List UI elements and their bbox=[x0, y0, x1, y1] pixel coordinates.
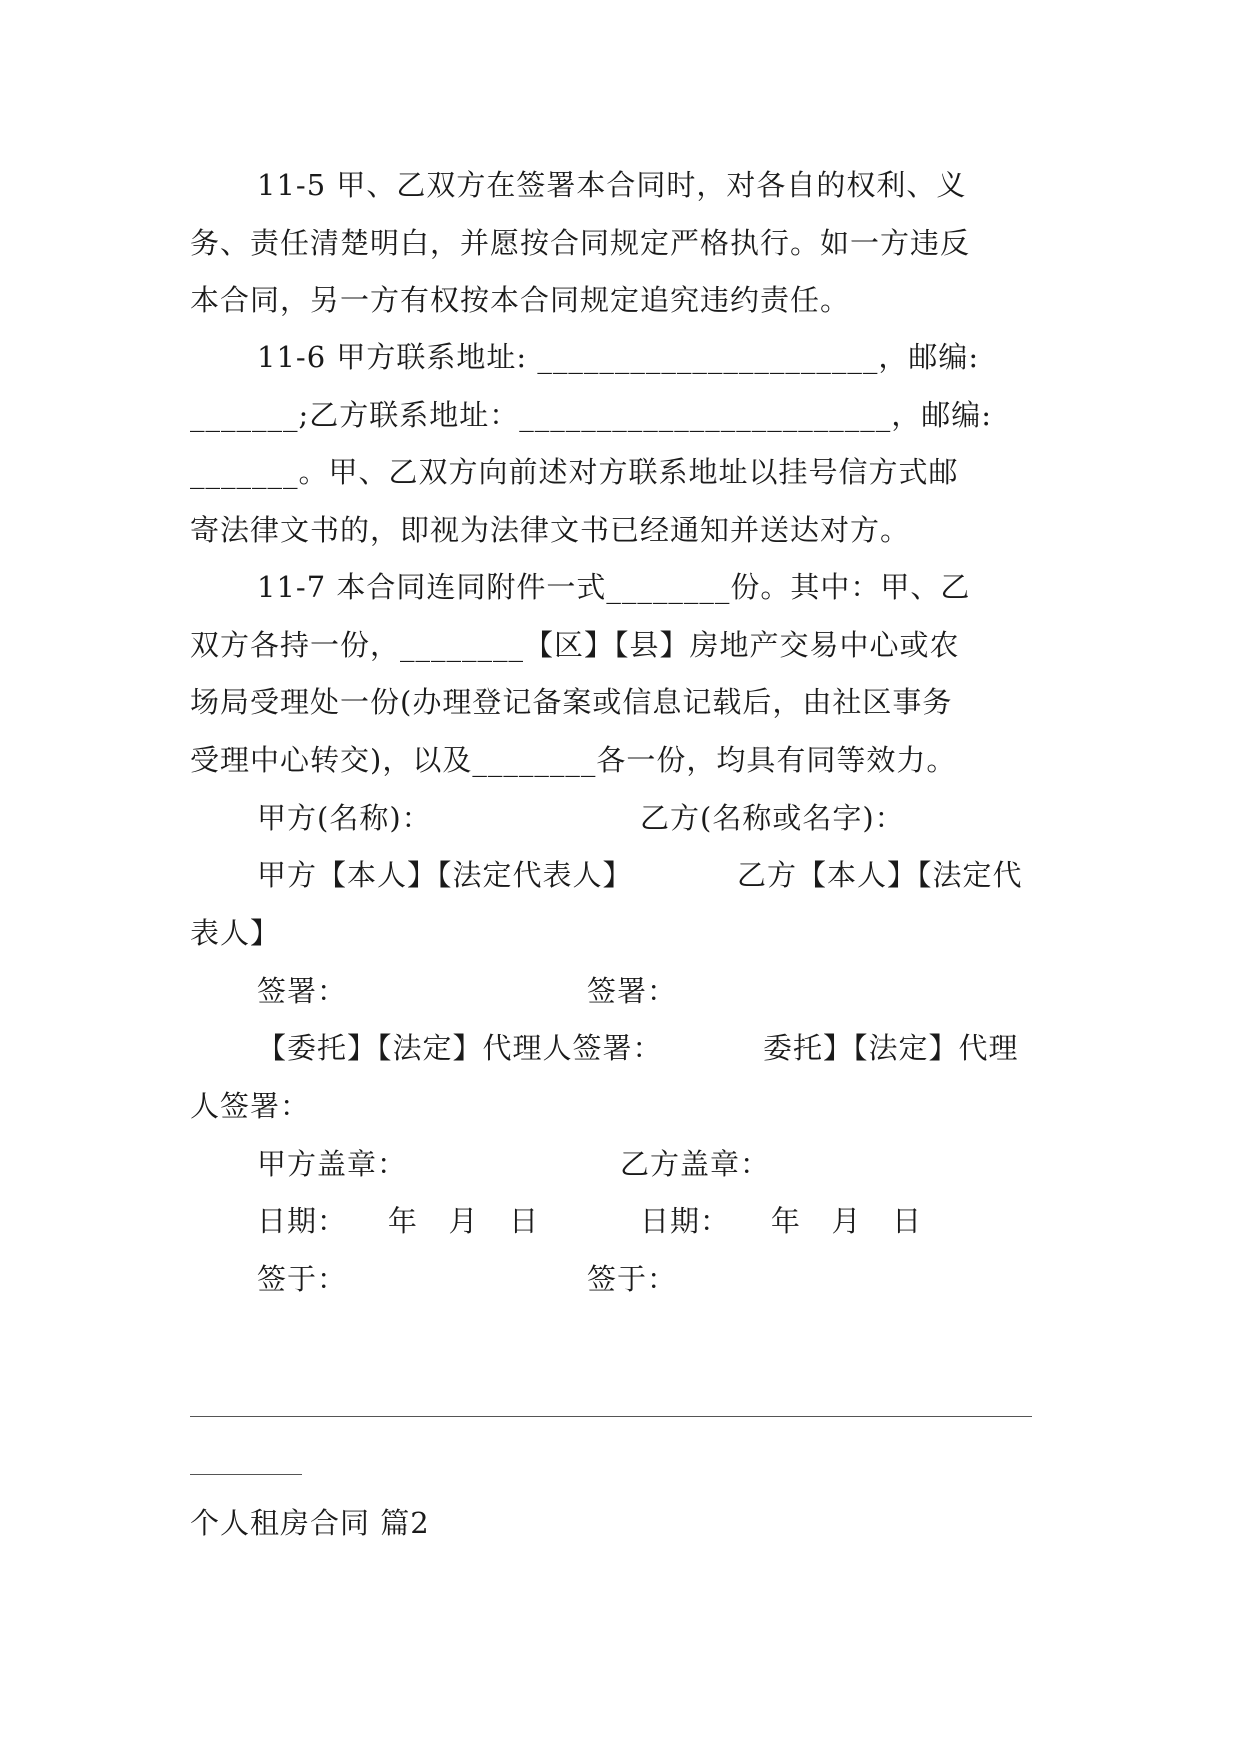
party-a-representative: 甲方【本人】【法定代表人】 bbox=[257, 858, 633, 892]
next-section-title: 个人租房合同 篇2 bbox=[190, 1506, 430, 1540]
party-b-seal-label: 乙方盖章： bbox=[620, 1147, 771, 1181]
clause-11-5-line-1: 11-5 甲、乙双方在签署本合同时，对各自的权利、义 bbox=[257, 168, 967, 202]
clause-11-7-line-4: 受理中心转交)，以及________各一份，均具有同等效力。 bbox=[190, 743, 957, 777]
party-b-agent-sign-label-cont: 人签署： bbox=[190, 1089, 311, 1123]
party-a-sign-label: 签署： bbox=[257, 974, 348, 1008]
clause-11-5-line-3: 本合同，另一方有权按本合同规定追究违约责任。 bbox=[190, 283, 851, 317]
party-b-place-label: 签于： bbox=[587, 1262, 678, 1296]
party-b-representative-cont: 表人】 bbox=[190, 916, 281, 950]
party-b-name-label: 乙方(名称或名字)： bbox=[640, 801, 905, 835]
clause-11-5-line-2: 务、责任清楚明白，并愿按合同规定严格执行。如一方违反 bbox=[190, 226, 971, 260]
party-a-seal-label: 甲方盖章： bbox=[257, 1147, 408, 1181]
party-a-place-label: 签于： bbox=[257, 1262, 348, 1296]
clause-11-7-line-1: 11-7 本合同连同附件一式________份。其中：甲、乙 bbox=[257, 570, 971, 604]
party-a-agent-sign-label: 【委托】【法定】代理人签署： bbox=[257, 1031, 663, 1065]
clause-11-7-line-3: 场局受理处一份(办理登记备案或信息记载后，由社区事务 bbox=[190, 685, 953, 719]
section-divider-line-short bbox=[190, 1474, 302, 1475]
section-divider-line bbox=[190, 1416, 1032, 1417]
party-b-representative: 乙方【本人】【法定代 bbox=[737, 858, 1023, 892]
party-a-name-label: 甲方(名称)： bbox=[257, 801, 432, 835]
clause-11-6-line-4: 寄法律文书的，即视为法律文书已经通知并送达对方。 bbox=[190, 513, 911, 547]
clause-11-6-line-3: _______。甲、乙双方向前述对方联系地址以挂号信方式邮 bbox=[190, 455, 959, 489]
party-b-date-label: 日期： 年 月 日 bbox=[640, 1204, 923, 1238]
party-b-sign-label: 签署： bbox=[587, 974, 678, 1008]
party-a-date-label: 日期： 年 月 日 bbox=[257, 1204, 540, 1238]
clause-11-7-line-2: 双方各持一份，________【区】【县】房地产交易中心或农 bbox=[190, 628, 960, 662]
party-b-agent-sign-label: 委托】【法定】代理 bbox=[763, 1031, 1019, 1065]
clause-11-6-line-2: _______;乙方联系地址：________________________，邮编: bbox=[190, 398, 993, 432]
clause-11-6-line-1: 11-6 甲方联系地址: ______________________，邮编: bbox=[257, 340, 980, 374]
